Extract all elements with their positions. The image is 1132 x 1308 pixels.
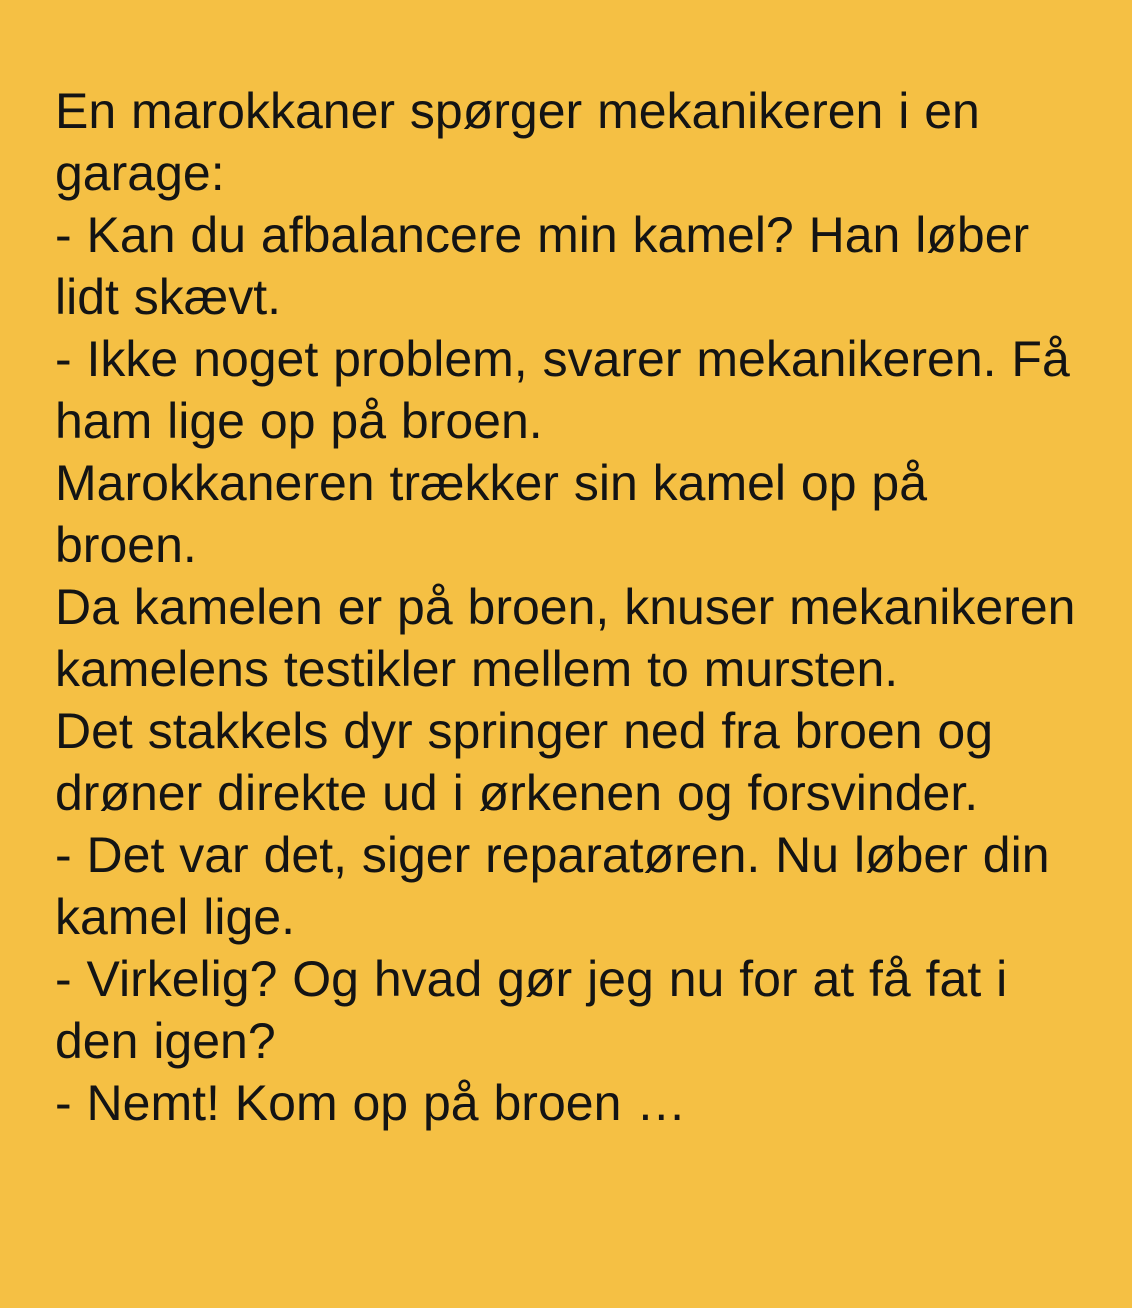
joke-line: - Det var det, siger reparatøren. Nu løber din kamel lige.	[55, 827, 1050, 945]
joke-line: Da kamelen er på broen, knuser mekanikeren kamelens testikler mellem to mursten.	[55, 579, 1076, 697]
joke-text	[55, 80, 1077, 1134]
joke-line: En marokkaner spørger mekanikeren i en garage:	[55, 83, 980, 201]
joke-line: Det stakkels dyr springer ned fra broen og drøner direkte ud i ørkenen og forsvinder.	[55, 703, 994, 821]
joke-line: - Kan du afbalancere min kamel? Han løber lidt skævt.	[55, 207, 1030, 325]
joke-line: - Ikke noget problem, svarer mekanikeren. Få ham lige op på broen.	[55, 331, 1070, 449]
joke-line: - Nemt! Kom op på broen …	[55, 1075, 687, 1131]
joke-line: Marokkaneren trækker sin kamel op på broen.	[55, 455, 928, 573]
joke-line: - Virkelig? Og hvad gør jeg nu for at få fat i den igen?	[55, 951, 1008, 1069]
